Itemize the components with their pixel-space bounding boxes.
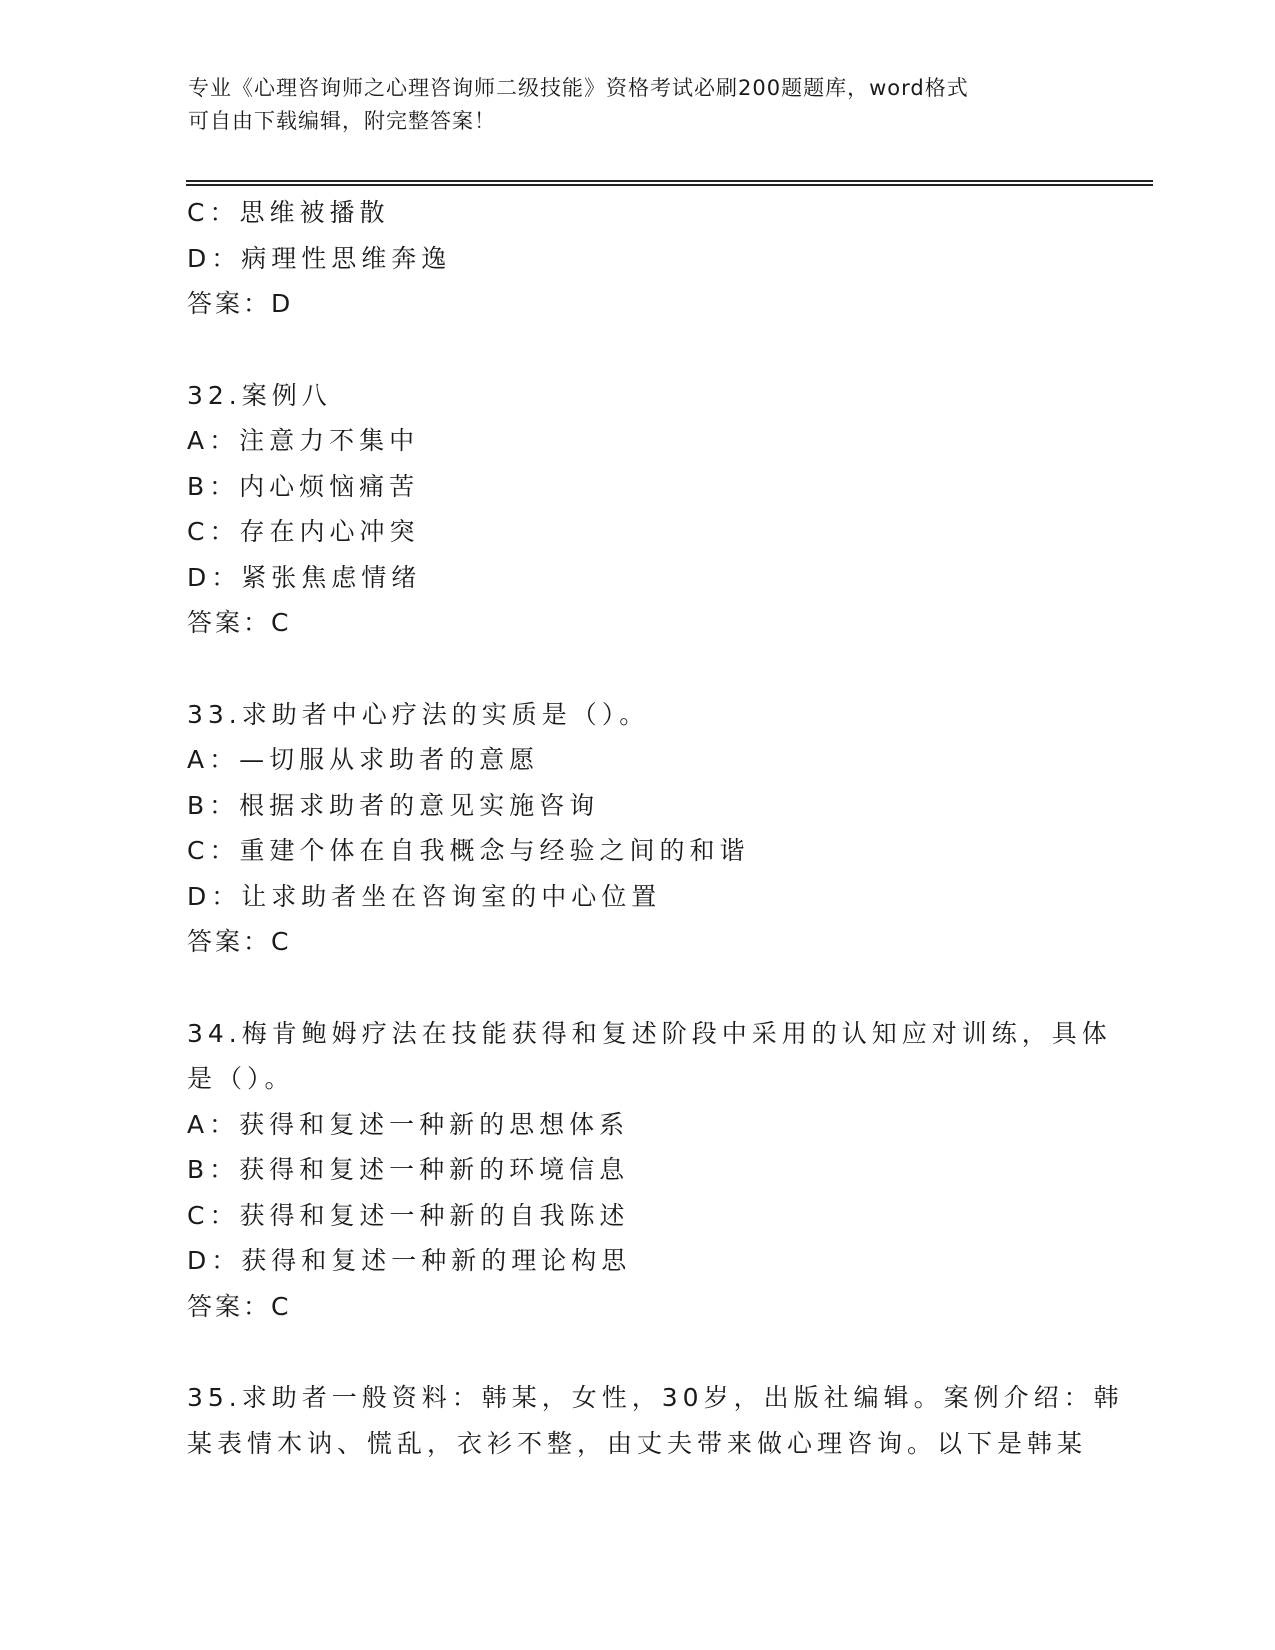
- option-d: D：让求助者坐在咨询室的中心位置: [187, 881, 662, 911]
- question-fragment: [187, 190, 1087, 327]
- option-d: D：紧张焦虑情绪: [187, 562, 422, 592]
- answer-line: 答案：D: [187, 289, 294, 318]
- spacer: [187, 1329, 1087, 1375]
- question-stem: 33.求助者中心疗法的实质是（）。: [187, 699, 650, 729]
- document-header: [188, 72, 1088, 138]
- answer-line: 答案：C: [187, 927, 292, 956]
- spacer: [187, 646, 1087, 692]
- spacer: [187, 327, 1087, 373]
- question-stem-line-1: 34.梅肯鲍姆疗法在技能获得和复述阶段中采用的认知应对训练，具体: [187, 1018, 1112, 1048]
- option-c: C：存在内心冲突: [187, 517, 420, 546]
- question-list: [187, 190, 1124, 1466]
- header-line-2: 可自由下载编辑，附完整答案！: [188, 109, 496, 133]
- option-d: D：病理性思维奔逸: [187, 243, 452, 273]
- answer-line: 答案：C: [187, 608, 292, 637]
- question-34: [187, 1011, 1112, 1330]
- question-35: [187, 1375, 1124, 1466]
- option-d: D：获得和复述一种新的理论构思: [187, 1246, 632, 1275]
- option-c: C：思维被播散: [187, 198, 390, 227]
- option-c: C：重建个体在自我概念与经验之间的和谐: [187, 836, 750, 865]
- option-c: C：获得和复述一种新的自我陈述: [187, 1200, 630, 1230]
- header-divider-bottom: [186, 184, 1153, 186]
- question-stem-line-1: 35.求助者一般资料：韩某，女性，30岁，出版社编辑。案例介绍：韩: [187, 1383, 1124, 1412]
- option-b: B：内心烦恼痛苦: [187, 471, 420, 501]
- option-a: A：获得和复述一种新的思想体系: [187, 1109, 630, 1139]
- question-stem-line-2: 是（）。: [187, 1064, 295, 1093]
- option-a: A：—切服从求助者的意愿: [187, 745, 540, 774]
- option-b: B：获得和复述一种新的环境信息: [187, 1155, 630, 1184]
- question-stem-line-2: 某表情木讷、慌乱，衣衫不整，由丈夫带来做心理咨询。以下是韩某: [187, 1428, 1088, 1458]
- question-stem: 32.案例八: [187, 380, 332, 410]
- header-line-1: 专业《心理咨询师之心理咨询师二级技能》资格考试必刷200题题库，word格式: [188, 76, 969, 100]
- spacer: [187, 965, 1087, 1011]
- answer-line: 答案：C: [187, 1291, 292, 1321]
- question-33: [187, 692, 1087, 965]
- header-divider-top: [186, 180, 1153, 182]
- option-b: B：根据求助者的意见实施咨询: [187, 790, 600, 820]
- question-32: [187, 373, 1087, 646]
- option-a: A：注意力不集中: [187, 426, 420, 455]
